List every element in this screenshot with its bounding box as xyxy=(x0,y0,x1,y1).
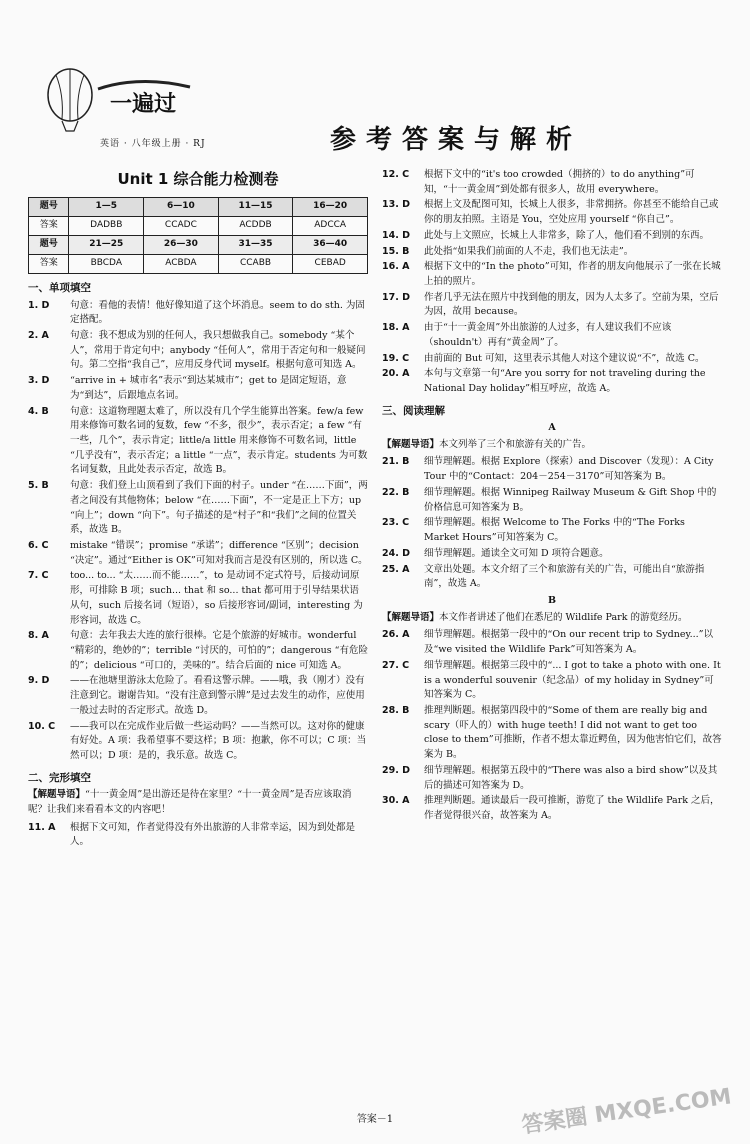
table-cell: ACBDA xyxy=(144,255,219,274)
table-cell: ADCCA xyxy=(293,217,368,236)
item-number: 16. A xyxy=(382,261,410,273)
item-list xyxy=(382,628,722,823)
item-explanation: ——我可以在完成作业后做一些运动吗？——当然可以。这对你的健康有好处。A 项：我希望事不要这样；B 项：抱歉，你不可以；C 项：当然可以；D 项：是的，我乐意。故选 C。 xyxy=(70,720,367,762)
item-number: 3. D xyxy=(28,375,50,387)
item-list xyxy=(382,168,722,397)
left-column xyxy=(28,168,368,851)
answer-item xyxy=(382,229,722,244)
item-explanation: ——在池塘里游泳太危险了。看看这警示牌。——哦，我（刚才）没有注意到它。谢谢告知。“没有注意到警示牌”是过去发生的动作，应使用一般过去时的否定形式。故选 D。 xyxy=(70,675,365,716)
table-row xyxy=(29,255,368,274)
unit-title: Unit 1 综合能力检测卷 xyxy=(117,170,279,188)
item-number: 2. A xyxy=(28,329,49,341)
item-number: 27. C xyxy=(382,659,410,671)
item-number: 19. C xyxy=(382,352,410,364)
answer-item xyxy=(28,374,368,403)
answer-item xyxy=(382,291,722,320)
logo-text: 一遍过 xyxy=(110,92,177,117)
section-heading: 二、完形填空 xyxy=(28,771,91,784)
item-explanation: 根据下文中的“it's too crowded（拥挤的）to do anything”可知，“十一黄金周”到处都有很多人，故用 everywhere。 xyxy=(424,169,695,195)
item-number: 26. A xyxy=(382,629,410,641)
item-explanation: 由前面的 But 可知，这里表示其他人对这个建议说“不”，故选 C。 xyxy=(424,352,705,364)
guide-label: 【解题导语】 xyxy=(382,611,440,623)
page-number: 答案－1 xyxy=(356,1114,394,1125)
item-number: 23. C xyxy=(382,517,410,529)
answer-item xyxy=(382,563,722,592)
item-explanation: 细节理解题。根据 Winnipeg Railway Museum & Gift Shop 中的价格信息可知答案为 B。 xyxy=(424,486,717,513)
item-number: 12. C xyxy=(382,169,410,180)
item-explanation: 句意：我不想成为别的任何人，我只想做我自己。somebody “某个人”，常用于肯定句中；anybody “任何人”，常用于否定句和一般疑问句。第二空指“我自己”，应用反身代词 myself。根据句意可知选 A。 xyxy=(70,329,366,371)
guide-paragraph xyxy=(28,788,368,817)
item-explanation: 句意：看他的表情！他好像知道了这个坏消息。seem to do sth. 为固定搭配。 xyxy=(70,299,365,326)
answer-table xyxy=(28,197,368,274)
answer-item xyxy=(382,321,722,350)
table-cell: 26—30 xyxy=(144,236,219,255)
answer-item xyxy=(382,516,722,545)
answer-item xyxy=(382,260,722,289)
book-subtitle: 英语 · 八年级上册 · RJ xyxy=(100,139,206,149)
answer-item xyxy=(28,569,368,628)
item-number: 18. A xyxy=(382,322,410,334)
item-number: 20. A xyxy=(382,368,410,380)
answer-item xyxy=(382,704,722,763)
table-cell: 答案 xyxy=(29,255,69,274)
answer-item xyxy=(382,198,722,227)
part-label: B xyxy=(547,594,557,606)
answer-item xyxy=(382,764,722,793)
item-number: 8. A xyxy=(28,630,49,642)
item-number: 24. D xyxy=(382,547,411,559)
answer-item xyxy=(382,455,722,484)
table-cell: 21—25 xyxy=(69,236,144,255)
table-cell: BBCDA xyxy=(69,255,144,274)
answer-item xyxy=(382,794,722,823)
item-explanation: 根据下文可知，作者觉得没有外出旅游的人非常幸运，因为到处都是人。 xyxy=(70,821,356,848)
hot-air-balloon-logo-icon xyxy=(40,65,210,135)
item-number: 4. B xyxy=(28,405,49,417)
item-explanation: 根据上文及配图可知，长城上人很多，非常拥挤。你甚至不能给自己或你的朋友拍照。主语是 You，空处应用 yourself “你自己”。 xyxy=(424,199,719,226)
answer-item xyxy=(28,674,368,718)
item-explanation: 此处指“如果我们前面的人不走，我们也无法走”。 xyxy=(424,245,634,257)
item-number: 21. B xyxy=(382,456,410,468)
item-number: 25. A xyxy=(382,563,410,575)
table-cell: 1—5 xyxy=(69,198,144,217)
guide-paragraph xyxy=(382,438,722,453)
item-number: 1. D xyxy=(28,299,50,311)
item-number: 10. C xyxy=(28,720,56,732)
item-explanation: 推理判断题。根据第四段中的“Some of them are really big and scary（吓人的）with huge teeth! I did not want to get too close to them”可推断，作者不想太靠近鳄鱼，因为他害怕它们，故答案为 B。 xyxy=(424,704,722,761)
table-cell: 16—20 xyxy=(293,198,368,217)
item-number: 5. B xyxy=(28,480,49,492)
item-explanation: 细节理解题。根据 Explore（探索）and Discover（发现）：A City Tour 中的“Contact：204－254－3170”可知答案为 B。 xyxy=(424,456,714,483)
part-label: A xyxy=(548,422,556,434)
answer-item xyxy=(382,245,722,260)
answer-item xyxy=(382,628,722,657)
table-cell: 31—35 xyxy=(218,236,293,255)
item-number: 22. B xyxy=(382,486,410,498)
item-explanation: 句意：这道物理题太难了，所以没有几个学生能算出答案。few/a few 用来修饰可数名词的复数，few “不多，很少”，表示否定；a few “有一些，几个”，表示肯定；little/a little 用来修饰不可数名词，little “几乎没有”，表示否定；a little “一点”，表示肯定。students 为可数名词复数，且此处表示否定，故选 B。 xyxy=(70,405,368,476)
answer-item xyxy=(382,367,722,396)
item-list xyxy=(28,821,368,850)
item-explanation: 由于“十一黄金周”外出旅游的人过多，有人建议我们不应该（shouldn't）再有“黄金周”了。 xyxy=(424,322,672,348)
page-title: 参考答案与解析 xyxy=(330,125,583,155)
answer-item xyxy=(28,329,368,373)
item-number: 15. B xyxy=(382,245,410,257)
item-explanation: 文章出处题。本文介绍了三个和旅游有关的广告，可能出自“旅游指南”，故选 A。 xyxy=(424,563,705,590)
answer-item xyxy=(28,299,368,328)
item-explanation: 句意：去年我去大连的旅行很棒。它是个旅游的好城市。wonderful “精彩的，绝妙的”；terrible “讨厌的，可怕的”；dangerous “有危险的”；delicious “可口的，美味的”。结合后面的 nice 可知选 A。 xyxy=(70,630,368,671)
item-number: 29. D xyxy=(382,764,411,776)
item-explanation: “arrive in + 城市名”表示“到达某城市”；get to 是固定短语，意为“到达”，后跟地点名词。 xyxy=(70,375,347,401)
answer-item xyxy=(382,547,722,562)
page-header xyxy=(30,60,730,155)
table-cell: ACDDB xyxy=(218,217,293,236)
item-number: 17. D xyxy=(382,291,411,303)
item-explanation: 细节理解题。根据第三段中的“... I got to take a photo with one. It is a wonderful souvenir（纪念品）of my holiday in Sydney”可知答案为 C。 xyxy=(424,659,721,701)
item-number: 7. C xyxy=(28,570,49,582)
table-cell: CCADC xyxy=(144,217,219,236)
item-list xyxy=(28,299,368,764)
table-cell: CCABB xyxy=(218,255,293,274)
guide-label: 【解题导语】 xyxy=(28,789,86,801)
item-explanation: 细节理解题。根据 Welcome to The Forks 中的“The Forks Market Hours”可知答案为 C。 xyxy=(424,517,685,544)
table-cell: 11—15 xyxy=(218,198,293,217)
answer-item xyxy=(28,629,368,673)
right-column xyxy=(382,168,722,825)
item-explanation: 根据下文中的“In the photo”可知，作者的朋友向他展示了一张在长城上拍的照片。 xyxy=(424,261,721,288)
guide-label: 【解题导语】 xyxy=(382,438,440,450)
guide-text: 本文列举了三个和旅游有关的广告。 xyxy=(439,438,592,450)
guide-text: 本文作者讲述了他们在悉尼的 Wildlife Park 的游览经历。 xyxy=(439,611,688,623)
watermark: 答案圈 MXQE.COM xyxy=(519,1084,733,1139)
item-explanation: 句意：我们登上山顶看到了我们下面的村子。under “在……下面”，两者之间没有其他物体；below “在……下面”，不一定是正上下方；up “向上”；down “向下”。句子描述的是“村子”和“我们”之间的位置关系，故选 B。 xyxy=(70,480,368,536)
item-number: 13. D xyxy=(382,199,411,211)
item-number: 30. A xyxy=(382,795,410,807)
item-number: 11. A xyxy=(28,821,56,833)
section-heading: 三、阅读理解 xyxy=(382,404,445,417)
answer-item xyxy=(28,720,368,764)
item-explanation: 细节理解题。根据第五段中的“There was also a bird show”以及其后的描述可知答案为 D。 xyxy=(424,764,718,791)
item-explanation: 本句与文章第一句“Are you sorry for not traveling during the National Day holiday”相互呼应，故选 A。 xyxy=(424,368,706,395)
answer-item xyxy=(28,479,368,538)
table-cell: DADBB xyxy=(69,217,144,236)
answer-item xyxy=(28,539,368,568)
item-explanation: 此处与上文照应，长城上人非常多，除了人，他们看不到别的东西。 xyxy=(424,229,710,241)
item-list xyxy=(382,455,722,591)
answer-item xyxy=(382,352,722,367)
table-cell: 题号 xyxy=(29,236,69,255)
table-cell: 6—10 xyxy=(144,198,219,217)
answer-item xyxy=(28,405,368,479)
table-row xyxy=(29,236,368,255)
answer-item xyxy=(382,486,722,515)
item-explanation: mistake “错误”；promise “承诺”；difference “区别”；decision “决定”。通过“Either is OK”可知对我而言是没有区别的，所以选 C。 xyxy=(70,540,368,566)
answer-item xyxy=(28,821,368,850)
table-row xyxy=(29,217,368,236)
section-heading: 一、单项填空 xyxy=(28,282,91,295)
table-row xyxy=(29,198,368,217)
item-explanation: 作者几乎无法在照片中找到他的朋友，因为人太多了。空前为果，空后为因，故用 because。 xyxy=(424,291,719,318)
answer-item xyxy=(382,659,722,703)
table-cell: 36—40 xyxy=(293,236,368,255)
item-explanation: 推理判断题。通读最后一段可推断，游览了 the Wildlife Park 之后，作者觉得很兴奋，故答案为 A。 xyxy=(424,795,720,822)
item-number: 14. D xyxy=(382,229,411,241)
table-cell: 答案 xyxy=(29,217,69,236)
table-cell: CEBAD xyxy=(293,255,368,274)
item-number: 28. B xyxy=(382,704,410,716)
item-number: 9. D xyxy=(28,675,50,687)
item-number: 6. C xyxy=(28,540,49,552)
answer-item xyxy=(382,168,722,197)
table-cell: 题号 xyxy=(29,198,69,217)
item-explanation: 细节理解题。根据第一段中的“On our recent trip to Sydney...”以及“we visited the Wildlife Park”可知答案为 A。 xyxy=(424,629,714,656)
guide-text: “十一黄金周”是出游还是待在家里？“十一黄金周”是否应该取消呢？让我们来看看本文的内容吧！ xyxy=(28,789,352,815)
guide-paragraph xyxy=(382,611,722,626)
item-explanation: too... to... “太……而不能……”，to 是动词不定式符号，后接动词原形，可排除 B 项；such... that 和 so... that 都可用于引导结果状语从句，such 后接名词（短语），so 后接形容词/副词，interesting 为形容词，故选 C。 xyxy=(70,570,363,626)
item-explanation: 细节理解题。通读全文可知 D 项符合题意。 xyxy=(424,547,609,559)
